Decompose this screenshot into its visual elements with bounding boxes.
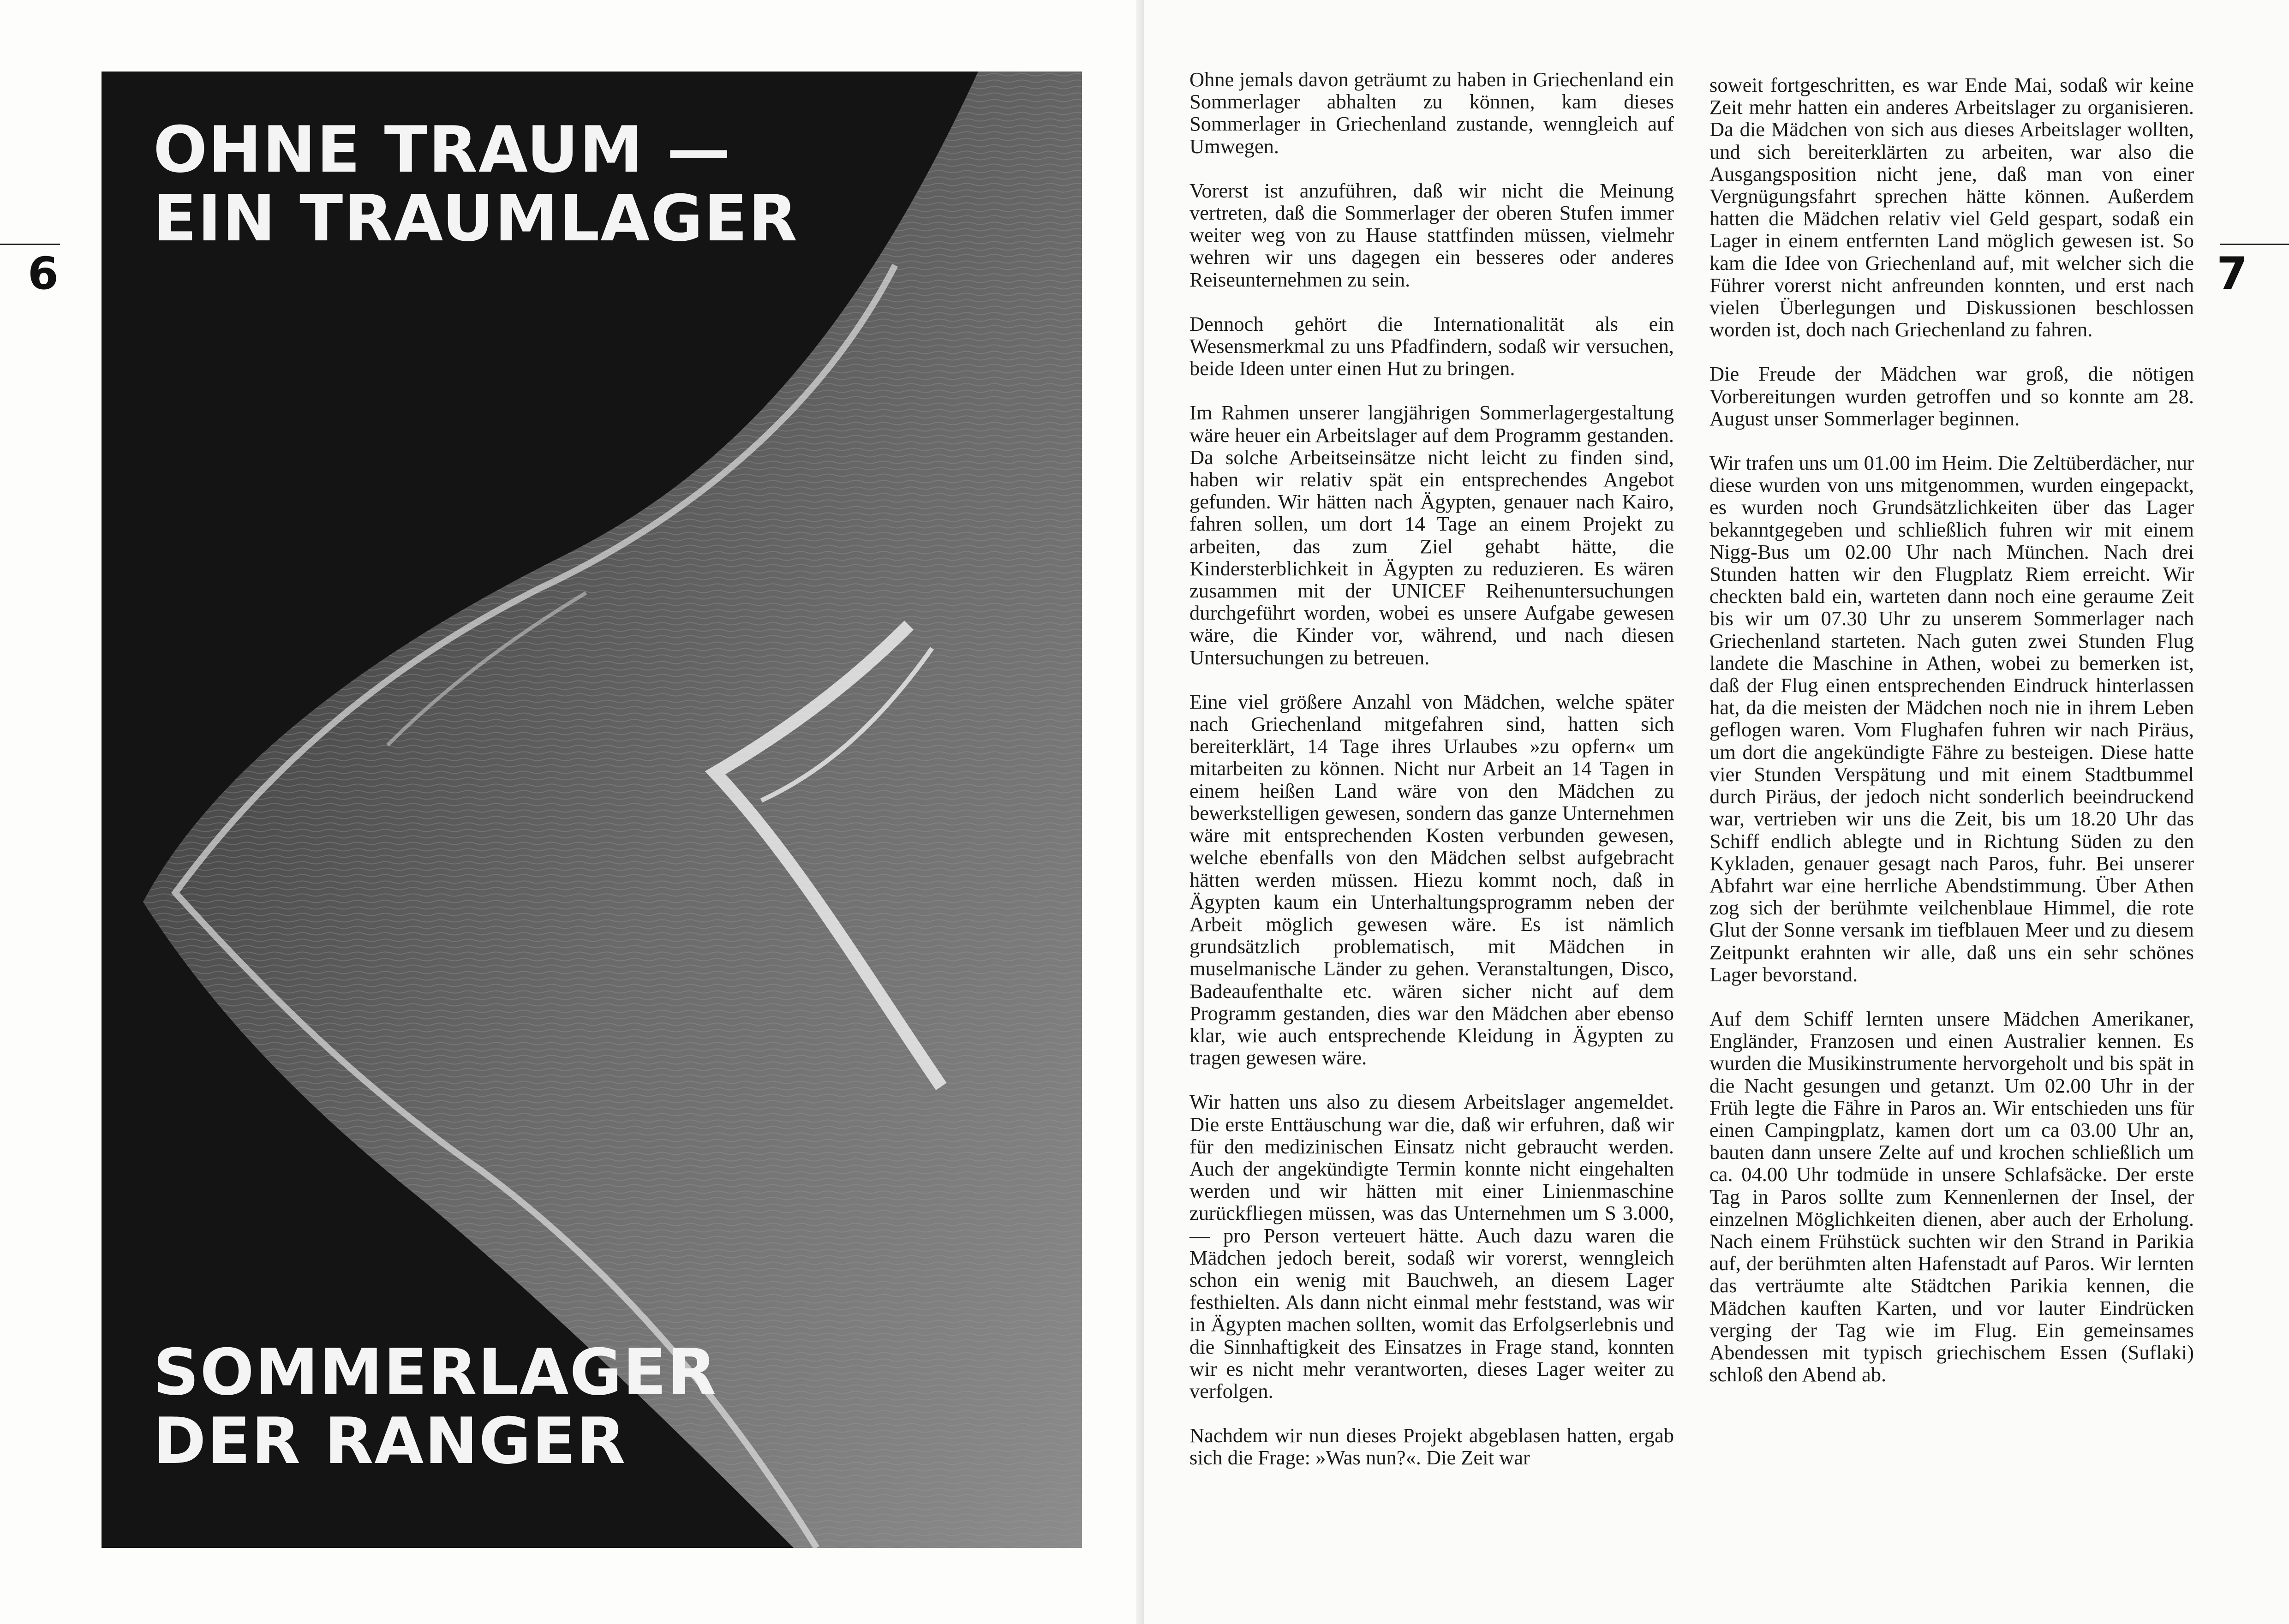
article-title (153, 113, 799, 256)
title-line: EIN TRAUMLAGER (153, 181, 799, 256)
paragraph: Vorerst ist anzuführen, daß wir nicht die Meinung vertreten, daß die Sommerlager der oberen Stufen immer weiter weg von zu Hause stattfinden müssen, vielmehr wehren wir uns dagegen ein besseres oder anderes Reiseunternehmen zu sein. (1189, 179, 1674, 291)
paragraph: Im Rahmen unserer langjährigen Sommerlagergestaltung wäre heuer ein Arbeitslager auf dem Programm gestanden. Da solche Arbeitseinsätze nicht leicht zu finden sind, haben wir relativ spät ein entsprechendes Angebot gefunden. Wir hätten nach Ägypten, genauer nach Kairo, fahren sollen, um dort 14 Tage an einem Projekt zu arbeiten, das zum Ziel gehabt hätte, die Kindersterblichkeit in Ägypten zu reduzieren. Es wären zusammen mit der UNICEF Reihenuntersuchungen durchgeführt worden, wobei es unsere Aufgabe gewesen wäre, die Kinder vor, während, und nach diesen Untersuchungen zu betreuen. (1189, 401, 1674, 669)
paragraph: Auf dem Schiff lernten unsere Mädchen Amerikaner, Engländer, Franzosen und einen Australier kennen. Es wurden die Musikinstrumente hervorgeholt und bis spät in die Nacht gesungen und getanzt. Um 02.00 Uhr in der Früh legte die Fähre in Paros an. Wir entschieden uns für einen Campingplatz, kamen dort um ca 03.00 Uhr an, bauten dann unsere Zelte auf und krochen schließlich um ca. 04.00 Uhr todmüde in unsere Schlafsäcke. Der erste Tag in Paros sollte zum Kennenlernen der Insel, der einzelnen Möglichkeiten dienen, aber auch der Erholung. Nach einem Frühstück suchten wir den Strand in Parikia auf, der berühmten alten Hafenstadt auf Paros. Wir lernten das verträumte alte Städtchen Parikia kennen, die Mädchen kauften Karten, und vor lauter Eindrücken verging der Tag wie im Flug. Ein gemeinsames Abendessen mit typisch griechischem Essen (Suflaki) schloß den Abend ab. (1709, 1007, 2194, 1386)
paragraph: Dennoch gehört die Internationalität als ein Wesensmerkmal zu uns Pfadfindern, sodaß wir versuchen, beide Ideen unter einen Hut zu bringen. (1189, 312, 1674, 380)
title-line: OHNE TRAUM — (153, 113, 731, 187)
paragraph: Eine viel größere Anzahl von Mädchen, welche später nach Griechenland mitgefahren sind, hatten sich bereiterklärt, 14 Tage ihres Urlaubes »zu opfern« um mitarbeiten zu können. Nicht nur Arbeit an 14 Tagen in einem heißen Land wäre von den Mädchen zu bewerkstelligen gewesen, sondern das ganze Unternehmen wäre mit entsprechenden Kosten verbunden gewesen, welche ebenfalls von den Mädchen selbst aufgebracht hätten werden müssen. Hiezu kommt noch, daß in Ägypten kaum ein Unterhaltungsprogramm neben der Arbeit möglich gewesen wäre. Es ist nämlich grundsätzlich problematisch, mit Mädchen in muselmanische Länder zu gehen. Veranstaltungen, Disco, Badeaufenthalte etc. wären sicher nicht auf dem Programm gestanden, dies war den Mädchen aber ebenso klar, wie auch entsprechende Kleidung in Ägypten zu tragen gewesen wäre. (1189, 690, 1674, 1069)
paragraph: Die Freude der Mädchen war groß, die nötigen Vorbereitungen wurden getroffen und so konnte am 28. August unser Sommerlager beginnen. (1709, 362, 2194, 430)
beach-wave-image (102, 72, 1082, 1548)
subtitle-line: DER RANGER (153, 1404, 627, 1479)
left-page (0, 0, 1144, 1624)
paragraph: soweit fortgeschritten, es war Ende Mai, sodaß wir keine Zeit mehr hatten ein anderes Arbeitslager zu organisieren. Da die Mädchen von sich aus dieses Arbeitslager wollten, und sich bereiterklärten zu arbeiten, war also die Ausgangsposition nicht jene, daß man von einer Vergnügungsfahrt sprechen hätte können. Außerdem hatten die Mädchen relativ viel Geld gespart, sodaß ein Lager in einem entfernten Land möglich gewesen ist. So kam die Idee von Griechenland auf, mit welcher sich die Führer vorerst nicht anfreunden konnten, und erst nach vielen Überlegungen und Diskussionen beschlossen worden ist, doch nach Griechenland zu fahren. (1709, 73, 2194, 341)
paragraph: Wir hatten uns also zu diesem Arbeitslager angemeldet. Die erste Enttäuschung war die, daß wir erfuhren, daß wir für den medizinischen Einsatz nicht gebraucht werden. Auch der angekündigte Termin konnte nicht eingehalten werden und wir hätten mit einer Linienmaschine zurückfliegen müssen, was das Unternehmen um S 3.000,— pro Person verteuert hätte. Auch dazu waren die Mädchen jedoch bereit, sodaß wir vorerst, wenngleich schon ein wenig mit Bauchweh, an diesem Lager festhielten. Als dann nicht einmal mehr feststand, was wir in Ägypten machen sollten, womit das Erfolgserlebnis und die Sinnhaftigkeit des Einsatzes in Frage stand, konnten wir es nicht mehr verantworten, dieses Lager weiter zu verfolgen. (1189, 1090, 1674, 1403)
page-edge-rule (0, 244, 60, 245)
page-edge-rule (2220, 244, 2289, 245)
page-number: 6 (28, 248, 59, 299)
paragraph: Wir trafen uns um 01.00 im Heim. Die Zeltüberdächer, nur diese wurden von uns mitgenommen, wurden eingepackt, es wurden noch Grundsätzlichkeiten über das Lager bekanntgegeben und schließlich fuhren wir mit einem Nigg-Bus um 02.00 Uhr nach München. Nach drei Stunden hatten wir den Flugplatz Riem erreicht. Wir checkten bald ein, warteten dann noch eine geraume Zeit bis wir um 07.30 Uhr zu unserem Sommerlager nach Griechenland starteten. Nach guten zwei Stunden Flug landete die Maschine in Athen, wobei zu bemerken ist, daß der Flug einen entsprechenden Eindruck hinterlassen hat, da die meisten der Mädchen noch nie in ihrem Leben geflogen waren. Vom Flughafen fuhren wir nach Piräus, um dort die angekündigte Fähre zu besteigen. Diese hatte vier Stunden Verspätung und mit einem Stadtbummel durch Piräus, der jedoch nicht sonderlich beeindruckend war, vertrieben wir uns die Zeit, bis um 18.20 Uhr das Schiff endlich ablegte und in Richtung Süden zu den Kykladen, genauer gesagt nach Paros, fuhr. Bei unserer Abfahrt war eine herrliche Abendstimmung. Über Athen zog sich der berühmte veilchenblaue Himmel, die rote Glut der Sonne versank im tiefblauen Meer und zu diesem Zeitpunkt erahnten wir alle, daß uns ein sehr schönes Lager bevorstand. (1709, 451, 2194, 986)
article-subtitle (153, 1335, 717, 1479)
text-column-2 (1709, 74, 2194, 1408)
paragraph: Ohne jemals davon geträumt zu haben in Griechenland ein Sommerlager abhalten zu können, kam dieses Sommerlager in Griechenland zustande, wenngleich auf Umwegen. (1189, 68, 1674, 158)
subtitle-line: SOMMERLAGER (153, 1335, 717, 1409)
paragraph: Nachdem wir nun dieses Projekt abgeblasen hatten, ergab sich die Frage: »Was nun?«. Die Zeit war (1189, 1424, 1674, 1469)
beach-wave-photo (102, 72, 1082, 1548)
text-column-1 (1189, 68, 1674, 1491)
page-number: 7 (2217, 248, 2247, 299)
